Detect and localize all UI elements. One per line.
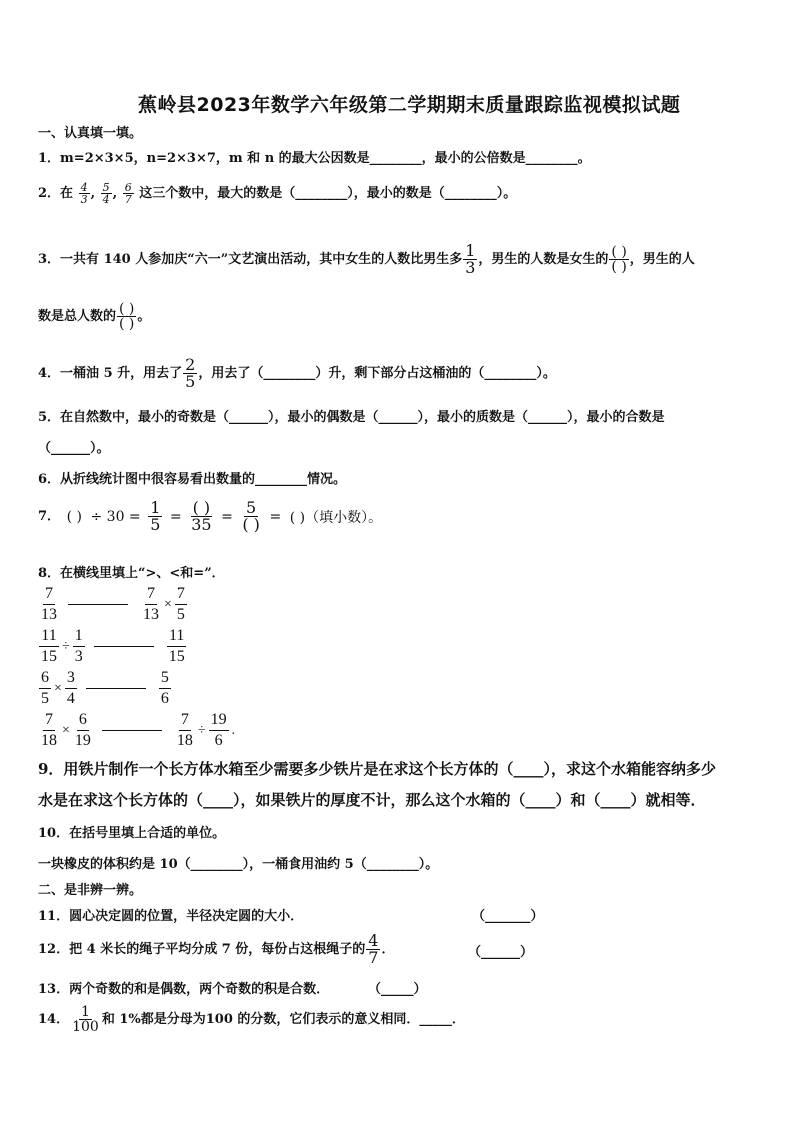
question-4-text-b: ，用去了（________）升，剩下部分占这桶油的（________）。 xyxy=(198,366,556,381)
section-heading-2: 二、是非辨一辨。 xyxy=(38,883,143,898)
question-3-text-e: 。 xyxy=(137,309,151,324)
fraction: $\frac{6}{19}$ xyxy=(74,711,91,749)
fraction: $\frac{5}{6}$ xyxy=(160,669,169,707)
fraction: $\frac{( )}{35}$ xyxy=(191,498,212,534)
fraction: $\frac{2}{5}$ xyxy=(185,355,196,391)
fraction: $\frac{7}{13}$ xyxy=(41,585,57,623)
question-14-text: 和 1%都是分母为100 的分数，它们表示的意义相同．_____． xyxy=(101,1012,465,1027)
compare-row-3 xyxy=(38,670,172,707)
fraction: $\frac{19}{6}$ xyxy=(210,711,227,749)
question-7 xyxy=(38,500,384,533)
fraction: $\frac{1}{3}$ xyxy=(74,627,83,665)
answer-blank[interactable]: ( ) xyxy=(66,508,82,525)
question-2-text: 这三个数中，最大的数是（________），最小的数是（________）。 xyxy=(139,186,517,201)
fraction: $\frac{3}{4}$ xyxy=(66,669,75,707)
compare-row-1 xyxy=(38,586,188,623)
multiply-sign: × xyxy=(62,722,70,738)
fraction: $\frac{11}{15}$ xyxy=(41,627,57,665)
question-4-text-a: 4．一桶油 5 升，用去了 xyxy=(38,366,183,381)
answer-line[interactable] xyxy=(86,688,146,689)
answer-paren[interactable]: （______） xyxy=(468,945,534,960)
question-11: 11．圆心决定圆的位置，半径决定圆的大小． xyxy=(38,909,304,924)
question-1: 1．m=2×3×5，n=2×3×7，m 和 n 的最大公因数是________，最小的公倍数是________。 xyxy=(38,151,591,166)
equals-sign: = xyxy=(169,508,182,525)
fraction: $\frac{4}{7}$ xyxy=(368,931,379,967)
question-12-text-a: 12．把 4 米长的绳子平均分成 7 份，每份占这根绳子的 xyxy=(38,942,366,957)
operator: ÷ 30 = xyxy=(90,508,141,525)
fraction: $\frac{7}{18}$ xyxy=(41,711,57,749)
multiply-sign: × xyxy=(54,680,62,696)
period: . xyxy=(231,722,236,738)
question-12 xyxy=(38,933,395,966)
question-3-text-a: 3．一共有 140 人参加庆“六一”文艺演出活动，其中女生的人数比男生多 xyxy=(38,252,463,267)
question-9-line-2: 水是在求这个长方体的（____），如果铁片的厚度不计，那么这个水箱的（____）和（____）就相等． xyxy=(38,791,706,809)
fraction: $\frac{11}{15}$ xyxy=(168,627,185,665)
fraction: $\frac{1}{5}$ xyxy=(150,498,161,534)
question-6: 6．从折线统计图中很容易看出数量的________情况。 xyxy=(38,472,347,487)
question-8: 8．在横线里填上“>、<和=”． xyxy=(38,566,225,581)
section-heading-1: 一、认真填一填。 xyxy=(38,126,143,141)
question-3 xyxy=(38,243,695,276)
fraction: $\frac{7}{5}$ xyxy=(176,585,185,623)
question-14-label: 14． xyxy=(38,1012,70,1027)
fraction: $\frac{4}{3}$ xyxy=(80,181,88,206)
fraction: $\frac{6}{5}$ xyxy=(41,669,49,707)
answer-line[interactable] xyxy=(68,604,128,605)
question-7-label: 7． xyxy=(38,509,61,524)
compare-row-4 xyxy=(38,712,237,749)
multiply-sign: × xyxy=(164,596,172,612)
question-12-text-b: ． xyxy=(381,942,395,957)
answer-fraction-blank[interactable]: $\frac{( )}{( )}$ xyxy=(119,301,135,332)
fraction: $\frac{7}{18}$ xyxy=(176,711,193,749)
question-3-text-c: ，男生的人 xyxy=(629,252,695,267)
fraction: $\frac{5}{( )}$ xyxy=(242,498,260,534)
question-10: 10．在括号里填上合适的单位。 xyxy=(38,826,226,841)
fraction: $\frac{5}{4}$ xyxy=(102,181,110,206)
answer-line[interactable] xyxy=(94,646,154,647)
question-2-prefix: 2．在 xyxy=(38,186,74,201)
page-title: 蕉岭县2023年数学六年级第二学期期末质量跟踪监视模拟试题 xyxy=(138,94,681,116)
fraction: $\frac{1}{100}$ xyxy=(72,1004,99,1035)
divide-sign: ÷ xyxy=(62,638,70,654)
equals-sign: = xyxy=(221,508,233,525)
question-5-line-2: （______）。 xyxy=(38,441,110,456)
question-14 xyxy=(38,1005,465,1034)
compare-row-2 xyxy=(38,628,188,665)
answer-paren[interactable]: （_______） xyxy=(472,909,544,924)
divide-sign: ÷ xyxy=(197,722,206,738)
fraction: $\frac{7}{13}$ xyxy=(143,585,159,623)
question-7-tail: ( )（填小数）。 xyxy=(289,509,383,526)
question-3-text-d: 数是总人数的 xyxy=(38,309,117,324)
answer-line[interactable] xyxy=(102,730,162,731)
question-5: 5．在自然数中，最小的奇数是（______），最小的偶数是（______），最小的质数是（______），最小的合数是 xyxy=(38,410,665,425)
question-13: 13．两个奇数的和是偶数，两个奇数的积是合数． xyxy=(38,982,330,997)
question-9: 9．用铁片制作一个长方体水箱至少需要多少铁片是在求这个长方体的（____），求这个水箱能容纳多少 xyxy=(38,760,716,778)
question-3-line-2 xyxy=(38,302,150,331)
answer-paren[interactable]: （_____） xyxy=(368,982,427,997)
question-3-text-b: ，男生的人数是女生的 xyxy=(478,252,609,267)
question-10-line-2: 一块橡皮的体积约是 10（________），一桶食用油约 5（________）。 xyxy=(38,857,439,872)
equals-sign: = xyxy=(269,508,282,525)
question-4 xyxy=(38,357,556,390)
fraction: $\frac{6}{7}$ xyxy=(124,181,132,206)
answer-fraction-blank[interactable]: $\frac{( )}{( )}$ xyxy=(611,244,627,275)
fraction: $\frac{1}{3}$ xyxy=(465,241,476,277)
question-2: 2．在 $\frac{4}{3}$ , $\frac{5}{4}$ , $\frac{6}{7}$ 这三个数中，最大的数是（________），最小的数是（________）。 xyxy=(38,181,517,206)
